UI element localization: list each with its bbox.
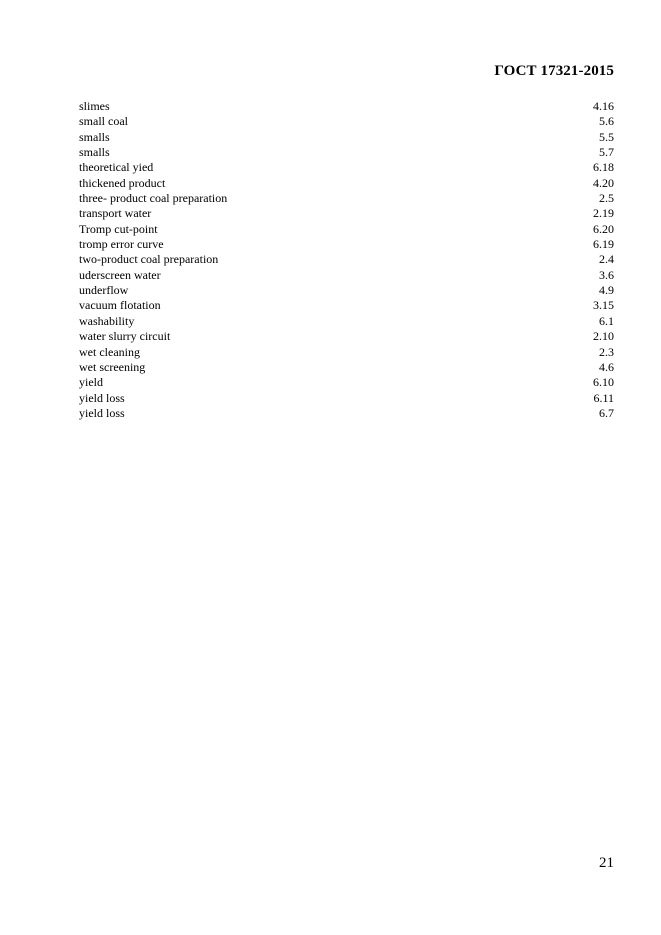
index-reference: 6.19 <box>593 237 614 252</box>
index-reference: 6.18 <box>593 160 614 175</box>
index-reference: 4.20 <box>593 175 614 190</box>
index-entry <box>79 206 614 221</box>
index-term: small coal <box>79 114 128 129</box>
index-entry <box>79 99 614 114</box>
index-reference: 6.11 <box>593 390 614 405</box>
index-term: transport water <box>79 206 152 221</box>
index-reference: 6.1 <box>599 313 614 328</box>
index-term: yield loss <box>79 390 125 405</box>
index-entry <box>79 406 614 421</box>
index-reference: 2.19 <box>593 206 614 221</box>
index-term: theoretical yied <box>79 160 154 175</box>
index-term: wet screening <box>79 359 146 374</box>
index-term: washability <box>79 313 135 328</box>
index-term: wet cleaning <box>79 344 140 359</box>
index-term: water slurry circuit <box>79 329 171 344</box>
index-term: two-product coal preparation <box>79 252 219 267</box>
index-entry <box>79 145 614 160</box>
index-entry <box>79 252 614 267</box>
index-reference: 2.10 <box>593 329 614 344</box>
index-entry <box>79 345 614 360</box>
index-term: smalls <box>79 145 110 160</box>
index-entry <box>79 237 614 252</box>
index-entry <box>79 329 614 344</box>
index-reference: 2.4 <box>599 252 614 267</box>
index-entry <box>79 314 614 329</box>
index-term: underflow <box>79 283 129 298</box>
index-term: Tromp cut-point <box>79 221 158 236</box>
index-reference: 6.20 <box>593 221 614 236</box>
index-entry <box>79 375 614 390</box>
index-reference: 4.16 <box>593 99 614 113</box>
index-entry <box>79 391 614 406</box>
index-entry <box>79 130 614 145</box>
standard-designation: ГОСТ 17321-2015 <box>494 63 614 79</box>
page-number: 21 <box>599 855 614 871</box>
index-term: three- product coal preparation <box>79 191 228 206</box>
index-term: slimes <box>79 99 110 113</box>
term-index-list <box>79 99 614 421</box>
index-entry <box>79 191 614 206</box>
index-term: uderscreen water <box>79 267 161 282</box>
index-reference: 4.6 <box>599 359 614 374</box>
index-entry <box>79 114 614 129</box>
index-reference: 2.3 <box>599 344 614 359</box>
index-entry <box>79 222 614 237</box>
index-term: vacuum flotation <box>79 298 161 313</box>
index-entry <box>79 298 614 313</box>
index-entry <box>79 176 614 191</box>
index-term: yield loss <box>79 405 125 420</box>
index-reference: 3.15 <box>593 298 614 313</box>
index-reference: 6.10 <box>593 375 614 390</box>
index-entry <box>79 283 614 298</box>
index-term: smalls <box>79 129 110 144</box>
index-term: tromp error curve <box>79 237 164 252</box>
index-reference: 5.7 <box>599 145 614 160</box>
index-reference: 2.5 <box>599 191 614 206</box>
index-entry <box>79 360 614 375</box>
index-entry <box>79 268 614 283</box>
index-reference: 4.9 <box>599 283 614 298</box>
index-reference: 3.6 <box>599 267 614 282</box>
index-term: thickened product <box>79 175 166 190</box>
index-reference: 5.5 <box>599 129 614 144</box>
index-reference: 6.7 <box>599 405 614 420</box>
index-entry <box>79 160 614 175</box>
index-reference: 5.6 <box>599 114 614 129</box>
index-term: yield <box>79 375 103 390</box>
